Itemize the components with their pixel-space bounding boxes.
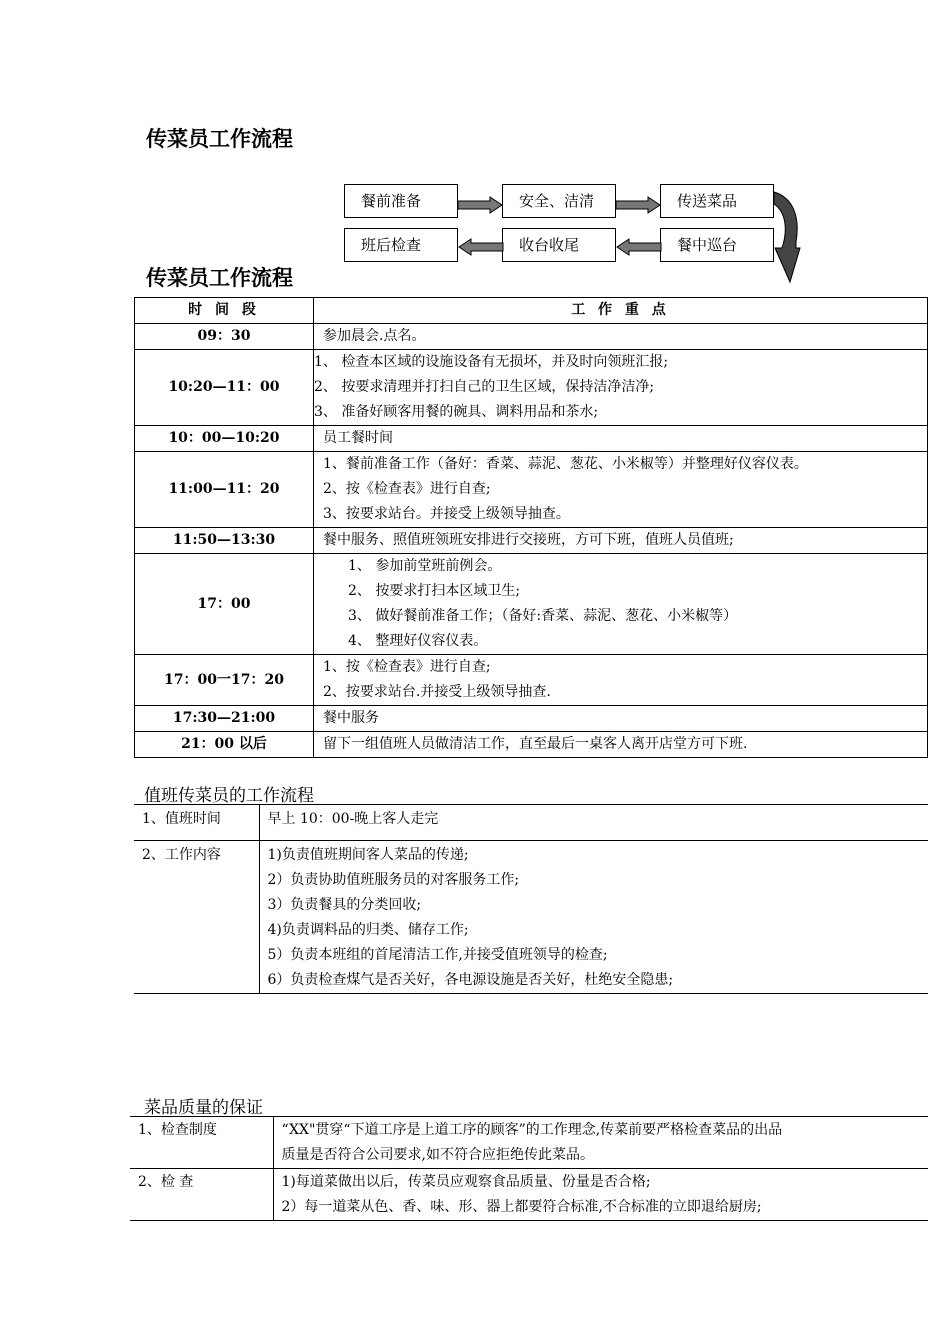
table-row [135,426,928,452]
table-row [135,706,928,732]
table-header-row [135,298,928,324]
table-row [134,841,928,994]
time-cell: 10：00—10:20 [135,426,314,452]
work-line: 员工餐时间 [323,430,393,446]
quality-line: 2）每一道菜从色、香、味、形、器上都要符合标准,不合标准的立即退给厨房; [281,1199,762,1215]
flow-step-deliver: 传送菜品 [660,184,774,218]
work-line: 餐中服务、照值班领班安排进行交接班，方可下班，值班人员值班; [323,532,734,548]
table-row [135,324,928,350]
work-line: 1、 检查本区域的设施设备有无损坏，并及时向领班汇报; [314,354,669,370]
work-line: 1、餐前准备工作（备好：香菜、蒜泥、葱花、小米椒等）并整理好仪容仪表。 [323,456,808,472]
duty-label: 2、工作内容 [134,841,259,994]
flow-step-aftercheck: 班后检查 [344,228,458,262]
duty-line: 1)负责值班期间客人菜品的传递; [267,847,469,863]
duty-label: 1、值班时间 [134,805,259,841]
arrow-right-icon [458,196,504,214]
flow-step-prep: 餐前准备 [344,184,458,218]
duty-table [134,804,928,994]
time-cell: 11:00—11：20 [135,452,314,528]
table-title: 传菜员工作流程 [146,266,293,290]
duty-content [259,841,928,994]
quality-section-title: 菜品质量的保证 [144,1098,263,1118]
time-cell: 11:50—13:30 [135,528,314,554]
duty-line: 2）负责协助值班服务员的对客服务工作; [267,872,520,888]
duty-content [259,805,928,841]
work-line: 2、按要求站台.并接受上级领导抽查. [323,684,551,700]
quality-content [273,1169,928,1221]
work-cell [314,452,928,528]
duty-line: 4)负责调料品的归类、储存工作; [267,922,469,938]
flow-step-clear: 收台收尾 [502,228,616,262]
work-cell [314,350,928,426]
table-row [135,528,928,554]
work-cell [314,655,928,706]
work-line: 1、按《检查表》进行自查; [323,659,491,675]
quality-line: 质量是否符合公司要求,如不符合应拒绝传此菜品。 [281,1147,594,1163]
table-row [135,655,928,706]
time-cell: 10:20—11：00 [135,350,314,426]
quality-table [130,1116,928,1221]
arrow-right-icon [616,196,662,214]
flow-step-patrol: 餐中巡台 [660,228,774,262]
curved-arrow-down-icon [772,190,802,286]
table-row [135,350,928,426]
work-cell [314,528,928,554]
time-cell: 17：00一17：20 [135,655,314,706]
work-line: 餐中服务 [323,710,379,726]
work-cell [314,732,928,758]
work-cell [314,706,928,732]
work-line: 3、 准备好顾客用餐的碗具、调料用品和茶水; [314,404,599,420]
duty-section-title: 值班传菜员的工作流程 [144,786,314,806]
schedule-table [134,297,928,758]
work-cell [314,426,928,452]
work-line: 参加晨会.点名。 [323,328,426,344]
quality-line: 1)每道菜做出以后，传菜员应观察食品质量、份量是否合格; [281,1174,651,1190]
duty-line: 5）负责本班组的首尾清洁工作,并接受值班领导的检查; [267,947,608,963]
time-cell: 17:30—21:00 [135,706,314,732]
header-work: 工 作 重 点 [314,298,928,324]
work-cell [314,324,928,350]
duty-line: 6）负责检查煤气是否关好，各电源设施是否关好，杜绝安全隐患; [267,972,674,988]
quality-label: 1、检查制度 [130,1117,273,1169]
work-cell [314,554,928,655]
work-line: 4、 整理好仪容仪表。 [348,633,488,649]
header-time: 时 间 段 [135,298,314,324]
table-row [135,554,928,655]
work-line: 2、 按要求清理并打扫自己的卫生区域，保持洁净洁净; [314,379,655,395]
table-row [130,1169,928,1221]
time-cell: 09：30 [135,324,314,350]
quality-label: 2、检 查 [130,1169,273,1221]
table-row [130,1117,928,1169]
duty-line: 早上 10：00-晚上客人走完 [267,811,439,827]
table-row [134,805,928,841]
work-line: 2、 按要求打扫本区域卫生; [348,583,521,599]
table-row [135,452,928,528]
work-line: 1、 参加前堂班前例会。 [348,558,502,574]
work-line: 留下一组值班人员做清洁工作，直至最后一桌客人离开店堂方可下班. [323,736,748,752]
work-line: 3、按要求站台。并接受上级领导抽查。 [323,506,570,522]
page-title: 传菜员工作流程 [146,127,293,151]
table-row [135,732,928,758]
time-cell: 17：00 [135,554,314,655]
time-cell: 21：00 以后 [135,732,314,758]
arrow-left-icon [458,238,504,256]
arrow-left-icon [616,238,662,256]
quality-line: “XX"贯穿“下道工序是上道工序的顾客”的工作理念,传菜前要严格检查菜品的出品 [281,1122,783,1138]
work-line: 2、按《检查表》进行自查; [323,481,491,497]
flow-step-safety: 安全、洁清 [502,184,616,218]
work-line: 3、 做好餐前准备工作；（备好:香菜、蒜泥、葱花、小米椒等） [348,608,738,624]
duty-line: 3）负责餐具的分类回收; [267,897,422,913]
quality-content [273,1117,928,1169]
